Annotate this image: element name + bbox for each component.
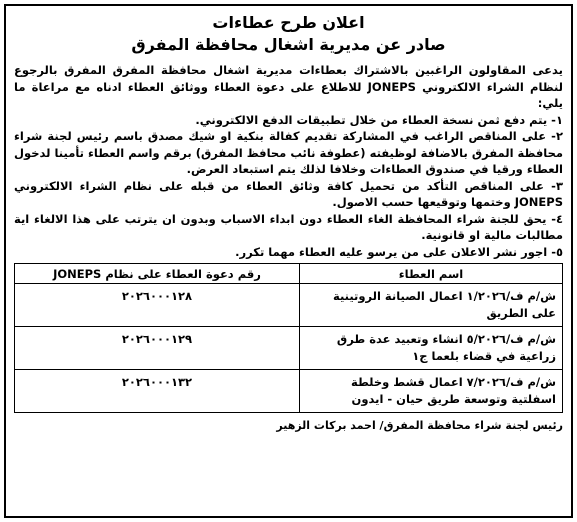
condition-item: ١- يتم دفع ثمن نسخة العطاء من خلال تطبيقات الدفع الالكتروني. bbox=[195, 112, 563, 127]
tender-name: ش/م ف/١/٢٠٢٦ اعمال الصيانة الروتينية على الطريق bbox=[299, 284, 562, 327]
table-row bbox=[15, 284, 563, 327]
tender-announcement bbox=[4, 4, 573, 518]
tender-number: ٢٠٢٦٠٠٠١٣٢ bbox=[15, 370, 300, 413]
intro-paragraph: يدعى المقاولون الراغبين بالاشتراك بعطاءات مديرية اشغال محافظة المفرق المفرق بالرجوع لنظام الشراء الالكتروني JONEPS للاطلاع على دعوة العطاء ووثائق العطاء ادناه مع مراعاة ما يلي: bbox=[14, 63, 564, 110]
tender-number: ٢٠٢٦٠٠٠١٢٨ bbox=[15, 284, 300, 327]
header-tender-name: اسم العطاء bbox=[299, 264, 562, 284]
header-tender-number: رقم دعوة العطاء على نظام JONEPS bbox=[15, 264, 300, 284]
tender-name: ش/م ف/٧/٢٠٢٦ اعمال قشط وخلطة اسفلتية وتوسعة طريق حيان - ايدون bbox=[299, 370, 562, 413]
condition-item: ٢- على المناقص الراغب في المشاركة تقديم كفالة بنكية او شيك مصدق باسم رئيس لجنة شراء محافظة المفرق بالاضافة لوظيفته (عطوفة نائب محافظ المفرق) برقم واسم العطاء تأمينا لدخول العطاء ورقيا في صندوق العطاءات وخلافا لذلك يتم استبعاد العرض. bbox=[14, 129, 563, 176]
condition-item: ٥- اجور نشر الاعلان على من يرسو عليه العطاء مهما تكرر. bbox=[235, 244, 563, 259]
signature-line: رئيس لجنة شراء محافظة المفرق/ احمد بركات الزهير bbox=[276, 419, 563, 432]
tender-number: ٢٠٢٦٠٠٠١٢٩ bbox=[15, 327, 300, 370]
table-row bbox=[15, 370, 563, 413]
issuer-title: صادر عن مديرية اشغال محافظة المفرق bbox=[131, 35, 446, 54]
table-row bbox=[15, 327, 563, 370]
tender-name: ش/م ف/٥/٢٠٢٦ انشاء وتعبيد عدة طرق زراعية في قضاء بلعما ج١ bbox=[299, 327, 562, 370]
announcement-title: اعلان طرح عطاءات bbox=[212, 13, 365, 32]
tenders-table bbox=[14, 263, 563, 413]
condition-item: ٣- على المناقص التأكد من تحميل كافة وثائق العطاء من قبله على نظام الشراء الالكتروني JONEPS وختمها وتوقيعها حسب الاصول. bbox=[14, 178, 563, 209]
table-header-row bbox=[15, 264, 563, 284]
condition-item: ٤- يحق للجنة شراء المحافظة الغاء العطاء دون ابداء الاسباب وبدون ان يترتب على هذا الالغاء اية مطالبات مالية او قانونية. bbox=[14, 211, 563, 242]
